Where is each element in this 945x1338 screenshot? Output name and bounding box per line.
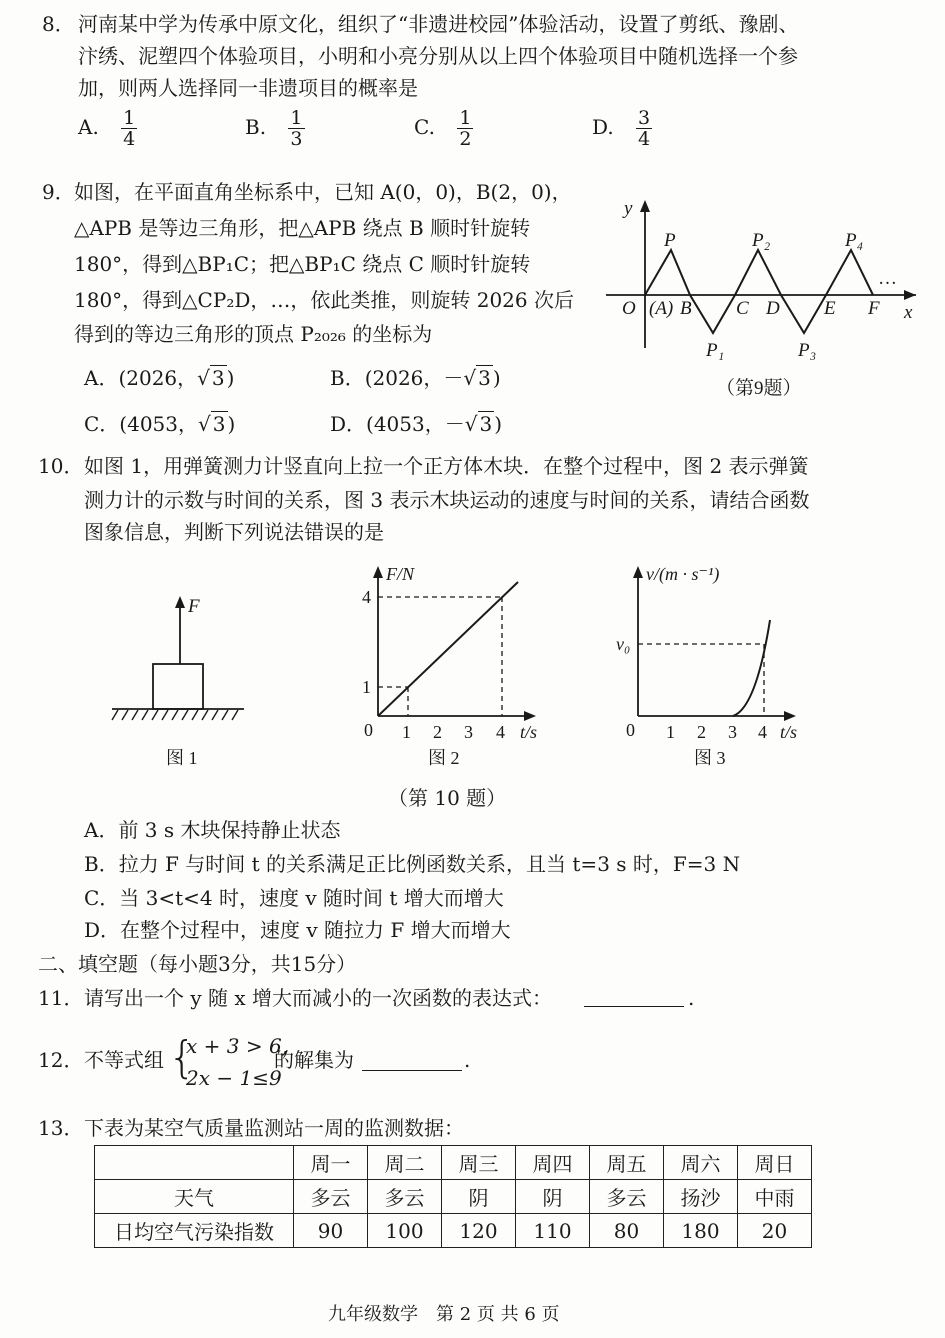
q10-option-a[interactable]: A．前 3 s 木块保持静止状态 bbox=[84, 818, 341, 842]
fig2-x-arrow bbox=[524, 711, 536, 721]
label-ellipsis: … bbox=[878, 268, 897, 289]
label-a: (A) bbox=[649, 298, 674, 319]
table-cell: 120 bbox=[442, 1214, 516, 1248]
q9-option-a[interactable]: A．(2026，√ 3 ) bbox=[84, 366, 235, 390]
q9-line-3: 180°，得到△BP₁C；把△BP₁C 绕点 C 顺时针旋转 bbox=[74, 252, 531, 276]
q11-answer-blank[interactable] bbox=[584, 1006, 684, 1007]
table-cell: 日均空气污染指数 bbox=[95, 1214, 294, 1248]
zigzag-triangles bbox=[645, 250, 873, 333]
fig3-y-arrow bbox=[633, 566, 643, 578]
table-cell: 20 bbox=[738, 1214, 812, 1248]
q12-answer-blank[interactable] bbox=[362, 1070, 462, 1071]
fig3-ylabel: v/(m · s⁻¹) bbox=[646, 564, 720, 584]
y-label: y bbox=[624, 198, 633, 219]
q12-period: . bbox=[464, 1048, 471, 1072]
q8-option-d[interactable]: D. $\frac{3}{4}$ bbox=[592, 107, 651, 150]
fig3-xtick-2: 2 bbox=[697, 722, 706, 742]
figure-2-caption: 图 2 bbox=[428, 748, 460, 768]
q11-number: 11． bbox=[38, 986, 84, 1010]
table-row bbox=[95, 1214, 812, 1248]
table-cell: 阴 bbox=[516, 1180, 590, 1214]
fig2-ytick-1: 1 bbox=[362, 677, 371, 697]
label-b: B bbox=[680, 298, 692, 319]
table-cell: 90 bbox=[294, 1214, 368, 1248]
q10-figure-3 bbox=[616, 560, 826, 775]
q10-option-b[interactable]: B．拉力 F 与时间 t 的关系满足正比例函数关系，且当 t=3 s 时，F=3 N bbox=[84, 852, 741, 876]
q8-line-1: 河南某中学为传承中原文化，组织了“非遗进校园”体验活动，设置了剪纸、豫剧、 bbox=[78, 12, 799, 36]
table-cell: 扬沙 bbox=[664, 1180, 738, 1214]
label-o: O bbox=[622, 298, 636, 319]
q8-option-c[interactable]: C. $\frac{1}{2}$ bbox=[414, 107, 472, 150]
table-cell: 天气 bbox=[95, 1180, 294, 1214]
fig3-x-arrow bbox=[784, 711, 796, 721]
q10-line-3: 图象信息，判断下列说法错误的是 bbox=[84, 520, 384, 544]
q9-line-5: 得到的等边三角形的顶点 P₂₀₂₆ 的坐标为 bbox=[74, 322, 433, 346]
q10-figure-1 bbox=[104, 590, 254, 775]
fig3-xlabel: t/s bbox=[780, 722, 798, 742]
wood-block bbox=[153, 664, 203, 709]
q10-option-c[interactable]: C．当 3<t<4 时，速度 v 随时间 t 增大而增大 bbox=[84, 886, 504, 910]
q9-option-c[interactable]: C．(4053，√ 3 ) bbox=[84, 412, 236, 436]
q9-line-4: 180°，得到△CP₂D，…，依此类推，则旋转 2026 次后 bbox=[74, 288, 574, 312]
q9-option-b[interactable]: B．(2026，－√ 3 ) bbox=[330, 366, 501, 390]
q8-option-b[interactable]: B. $\frac{1}{3}$ bbox=[245, 107, 303, 150]
fig2-xtick-1: 1 bbox=[402, 722, 411, 742]
label-p3: P₃ bbox=[798, 340, 817, 361]
ground-hatching bbox=[112, 710, 238, 720]
label-c: C bbox=[736, 298, 749, 319]
q8-line-2: 汴绣、泥塑四个体验项目，小明和小亮分别从以上四个体验项目中随机选择一个参 bbox=[78, 44, 798, 68]
table-cell: 周四 bbox=[516, 1146, 590, 1180]
q12-inequality-1: x + 3 > 6, bbox=[186, 1034, 289, 1058]
label-d: D bbox=[766, 298, 780, 319]
q8-option-a[interactable]: A. $\frac{1}{4}$ bbox=[78, 107, 136, 150]
fig2-xtick-3: 3 bbox=[464, 722, 473, 742]
q8-line-3: 加，则两人选择同一非遗项目的概率是 bbox=[78, 76, 418, 100]
x-label: x bbox=[904, 302, 913, 323]
q9-number: 9． bbox=[42, 180, 75, 204]
fig3-v0: v₀ bbox=[616, 634, 631, 654]
fig2-line bbox=[378, 582, 518, 716]
q8-number: 8． bbox=[42, 12, 75, 36]
table-cell: 多云 bbox=[368, 1180, 442, 1214]
q10-number: 10． bbox=[38, 454, 84, 478]
q13-number: 13． bbox=[38, 1116, 84, 1140]
q9-option-d[interactable]: D．(4053，－√ 3 ) bbox=[330, 412, 503, 436]
q12-prefix: 不等式组 bbox=[84, 1048, 164, 1072]
table-cell: 多云 bbox=[294, 1180, 368, 1214]
table-cell bbox=[95, 1146, 294, 1180]
label-e: E bbox=[824, 298, 836, 319]
fig3-xtick-4: 4 bbox=[758, 722, 767, 742]
q10-line-1: 如图 1，用弹簧测力计竖直向上拉一个正方体木块．在整个过程中，图 2 表示弹簧 bbox=[84, 454, 809, 478]
q10-figure-2 bbox=[352, 560, 562, 775]
q10-figure-caption: （第 10 题） bbox=[388, 786, 507, 810]
table-cell: 周三 bbox=[442, 1146, 516, 1180]
table-cell: 周日 bbox=[738, 1146, 812, 1180]
fig3-origin: 0 bbox=[626, 720, 635, 740]
label-p2: P₂ bbox=[752, 230, 771, 251]
q9-line-1: 如图，在平面直角坐标系中，已知 A(0，0)，B(2，0)， bbox=[74, 180, 572, 204]
label-p: P bbox=[664, 230, 676, 251]
q13-text: 下表为某空气质量监测站一周的监测数据： bbox=[84, 1116, 464, 1140]
label-p4: P₄ bbox=[845, 230, 864, 251]
fig2-xtick-4: 4 bbox=[496, 722, 505, 742]
q9-zigzag-figure bbox=[598, 190, 928, 410]
q10-line-2: 测力计的示数与时间的关系，图 3 表示木块运动的速度与时间的关系，请结合函数 bbox=[84, 488, 810, 512]
table-row bbox=[95, 1180, 812, 1214]
q12-brace: { bbox=[168, 1032, 196, 1083]
table-cell: 80 bbox=[590, 1214, 664, 1248]
table-cell: 110 bbox=[516, 1214, 590, 1248]
figure-3-caption: 图 3 bbox=[694, 748, 726, 768]
fig2-ylabel: F/N bbox=[386, 564, 415, 584]
q10-option-d[interactable]: D．在整个过程中，速度 v 随拉力 F 增大而增大 bbox=[84, 918, 511, 942]
force-label: F bbox=[188, 596, 200, 617]
q12-suffix: 的解集为 bbox=[274, 1048, 354, 1072]
fig3-xtick-1: 1 bbox=[666, 722, 675, 742]
q12-inequality-2: 2x − 1≤9 bbox=[186, 1066, 282, 1090]
fig2-ytick-4: 4 bbox=[362, 587, 371, 607]
table-cell: 周五 bbox=[590, 1146, 664, 1180]
label-f: F bbox=[868, 298, 880, 319]
table-header-row bbox=[95, 1146, 812, 1180]
table-cell: 180 bbox=[664, 1214, 738, 1248]
q12-number: 12． bbox=[38, 1048, 84, 1072]
fig3-xtick-3: 3 bbox=[728, 722, 737, 742]
table-cell: 阴 bbox=[442, 1180, 516, 1214]
table-cell: 周二 bbox=[368, 1146, 442, 1180]
q11-period: . bbox=[688, 986, 695, 1010]
fig2-xtick-2: 2 bbox=[433, 722, 442, 742]
table-cell: 中雨 bbox=[738, 1180, 812, 1214]
fig2-origin: 0 bbox=[364, 720, 373, 740]
q9-line-2: △APB 是等边三角形，把△APB 绕点 B 顺时针旋转 bbox=[74, 216, 531, 240]
page-footer: 九年级数学 第 2 页 共 6 页 bbox=[328, 1304, 560, 1325]
q11-text: 请写出一个 y 随 x 增大而减小的一次函数的表达式： bbox=[84, 986, 553, 1010]
force-arrowhead bbox=[175, 596, 185, 608]
air-quality-table bbox=[94, 1145, 812, 1248]
y-axis-arrow bbox=[640, 200, 650, 212]
x-axis-arrow bbox=[904, 290, 916, 300]
table-cell: 多云 bbox=[590, 1180, 664, 1214]
section-2-heading: 二、填空题（每小题3分，共15分） bbox=[38, 952, 357, 976]
table-cell: 周一 bbox=[294, 1146, 368, 1180]
table-cell: 100 bbox=[368, 1214, 442, 1248]
fig2-xlabel: t/s bbox=[520, 722, 538, 742]
figure-1-caption: 图 1 bbox=[166, 748, 198, 768]
table-cell: 周六 bbox=[664, 1146, 738, 1180]
fig2-y-arrow bbox=[373, 566, 383, 578]
q9-figure-caption: （第9题） bbox=[716, 378, 802, 399]
label-p1: P₁ bbox=[706, 340, 725, 361]
